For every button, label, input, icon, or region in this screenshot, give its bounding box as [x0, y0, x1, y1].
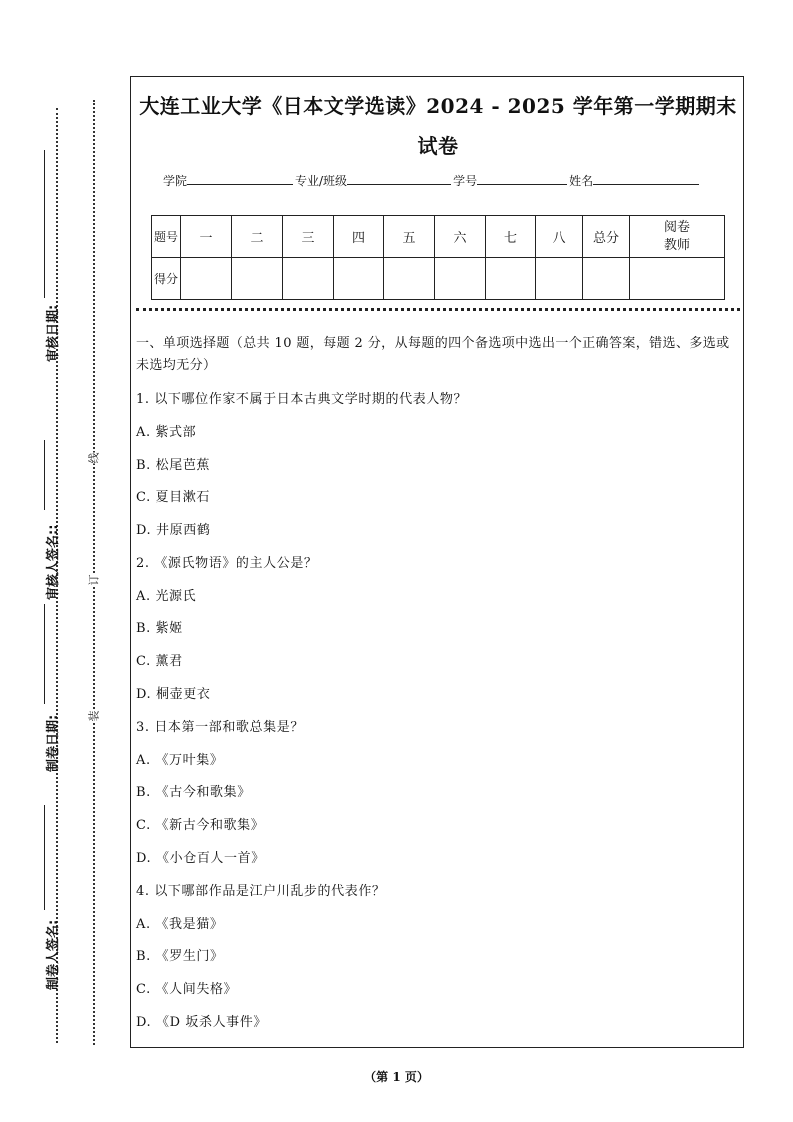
- score-col-8: 八: [536, 216, 583, 258]
- maker-sign-line: [44, 805, 45, 910]
- inner-dotted-line: [93, 100, 95, 1045]
- bind-char-xian: 线: [87, 452, 101, 464]
- option-1a: A. 紫式部: [136, 425, 197, 440]
- grader-label: 阅卷教师: [663, 219, 690, 253]
- section-1-heading: 一、单项选择题（总共 10 题，每题 2 分，从每题的四个备选项中选出一个正确答案，错选、多选或未选均无分）: [136, 336, 730, 373]
- question-2: 2. 《源氏物语》的主人公是？: [136, 556, 318, 571]
- option-3c: C. 《新古今和歌集》: [136, 818, 265, 833]
- score-cell[interactable]: [283, 258, 334, 300]
- score-cell[interactable]: [232, 258, 283, 300]
- score-col-7: 七: [486, 216, 536, 258]
- score-table: [151, 215, 725, 300]
- exam-title: 大连工业大学《日本文学选读》2024 - 2025 学年第一学期期末试卷: [139, 94, 737, 158]
- option-3b: B. 《古今和歌集》: [136, 785, 251, 800]
- make-date-line: [44, 604, 45, 704]
- option-3a: A. 《万叶集》: [136, 753, 224, 768]
- reviewer-sign-label: 审核人签名::: [46, 524, 61, 600]
- score-cell[interactable]: [630, 258, 725, 300]
- maker-sign-label: 制卷人签名:: [46, 919, 61, 990]
- bind-char-ding: 订: [87, 574, 101, 586]
- make-date-label: 制卷日期:: [46, 714, 61, 772]
- score-cell[interactable]: [536, 258, 583, 300]
- review-date-label: 审核日期:: [46, 304, 61, 362]
- score-row-label: 得分: [152, 258, 181, 300]
- bind-char-zhuang: 装: [87, 710, 101, 722]
- score-col-5: 五: [384, 216, 435, 258]
- dotted-separator: [136, 308, 740, 311]
- student-no-field[interactable]: [477, 172, 567, 185]
- student-info-row: [163, 172, 701, 189]
- score-col-1: 一: [181, 216, 232, 258]
- option-1d: D. 井原西鹤: [136, 523, 211, 538]
- option-2a: A. 光源氏: [136, 589, 197, 604]
- major-class-label: 专业/班级: [295, 174, 348, 188]
- question-3: 3. 日本第一部和歌总集是？: [136, 720, 304, 735]
- score-cell[interactable]: [583, 258, 630, 300]
- name-label: 姓名: [569, 174, 594, 188]
- score-cell[interactable]: [435, 258, 486, 300]
- question-1: 1. 以下哪位作家不属于日本古典文学时期的代表人物？: [136, 392, 468, 407]
- option-2b: B. 紫姬: [136, 621, 183, 636]
- college-field[interactable]: [187, 172, 293, 185]
- option-4a: A. 《我是猫》: [136, 917, 224, 932]
- question-4: 4. 以下哪部作品是江户川乱步的代表作？: [136, 884, 386, 899]
- option-2d: D. 桐壶更衣: [136, 687, 211, 702]
- score-col-3: 三: [283, 216, 334, 258]
- score-col-grader: [630, 216, 725, 258]
- score-col-total: 总分: [583, 216, 630, 258]
- option-3d: D. 《小仓百人一首》: [136, 851, 265, 866]
- score-cell[interactable]: [486, 258, 536, 300]
- score-col-2: 二: [232, 216, 283, 258]
- option-4d: D. 《D 坂杀人事件》: [136, 1015, 267, 1030]
- score-cell[interactable]: [384, 258, 435, 300]
- name-field[interactable]: [593, 172, 699, 185]
- score-col-4: 四: [334, 216, 384, 258]
- score-cell[interactable]: [181, 258, 232, 300]
- score-header-label: 题号: [152, 216, 181, 258]
- score-col-6: 六: [435, 216, 486, 258]
- option-1b: B. 松尾芭蕉: [136, 458, 211, 473]
- student-no-label: 学号: [453, 174, 478, 188]
- page-footer: （第 1 页）: [364, 1070, 429, 1084]
- major-class-field[interactable]: [347, 172, 451, 185]
- score-cell[interactable]: [334, 258, 384, 300]
- option-4c: C. 《人间失格》: [136, 982, 238, 997]
- college-label: 学院: [163, 174, 188, 188]
- option-1c: C. 夏目漱石: [136, 490, 210, 505]
- reviewer-sign-line: [44, 440, 45, 510]
- option-2c: C. 薰君: [136, 654, 183, 669]
- option-4b: B. 《罗生门》: [136, 949, 224, 964]
- review-date-line: [44, 150, 45, 298]
